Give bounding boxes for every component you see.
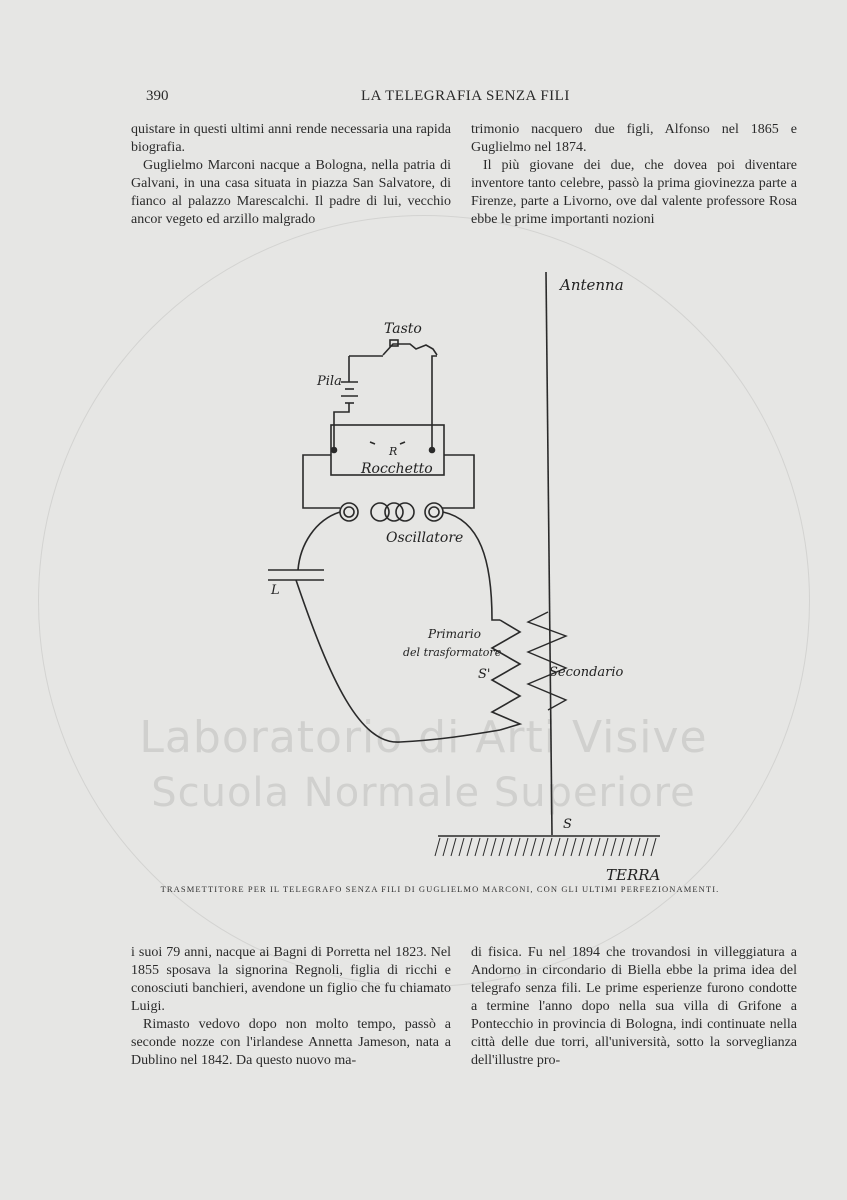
label-pila: Pila bbox=[317, 374, 342, 389]
label-primario-1: Primario bbox=[428, 627, 481, 641]
wire-capacitor-to-primary bbox=[296, 580, 500, 742]
label-antenna: Antenna bbox=[560, 276, 624, 294]
watermark-line-2: Scuola Normale Superiore bbox=[151, 770, 696, 816]
label-s-prime: S' bbox=[478, 667, 491, 682]
label-s: S bbox=[563, 817, 572, 832]
paragraph: Rimasto vedovo dopo non molto tempo, passò a seconde nozze con l'irlandese Annetta Jameson, nata a Dublino nel 1842. Da questo nuovo ma- bbox=[131, 1017, 451, 1068]
primary-coil bbox=[492, 620, 520, 730]
oscillator-sphere bbox=[396, 503, 414, 521]
label-primario-2: del trasformatore bbox=[403, 646, 502, 659]
label-r: R bbox=[389, 445, 398, 458]
coil-marks bbox=[370, 442, 405, 444]
paragraph: quistare in questi ultimi anni rende necessaria una rapida biografia. bbox=[131, 122, 451, 155]
lead-right bbox=[442, 455, 474, 508]
key-wire-right bbox=[432, 356, 437, 450]
label-rocchetto: Rocchetto bbox=[361, 461, 433, 477]
secondary-coil bbox=[528, 612, 566, 710]
terminal bbox=[430, 448, 435, 453]
oscillator-sphere bbox=[385, 503, 403, 521]
paragraph: i suoi 79 anni, nacque ai Bagni di Porretta nel 1823. Nel 1855 sposava la signorina Regnoli, figlia di ricchi e conosciuti banchieri, avendone un figlio che fu chiamato Luigi. bbox=[131, 945, 451, 1014]
label-l: L bbox=[271, 583, 280, 598]
watermark-line-1: Laboratorio di Arti Visive bbox=[139, 712, 708, 763]
label-oscillatore: Oscillatore bbox=[386, 530, 464, 546]
wire-oscillator-to-primary bbox=[443, 512, 500, 620]
paragraph: Il più giovane dei due, che dovea poi diventare inventore tanto celebre, passò la prima giovinezza parte a Firenze, parte a Livorno, ove dal valente professore Rosa ebbe le prime importanti nozioni bbox=[471, 158, 797, 227]
sphere-inner bbox=[344, 507, 354, 517]
label-secondario: Secondario bbox=[549, 665, 624, 680]
battery-wire-bottom bbox=[334, 403, 349, 450]
oscillator-sphere bbox=[340, 503, 358, 521]
lead-left bbox=[303, 455, 340, 508]
paragraph: trimonio nacquero due figli, Alfonso nel 1865 e Guglielmo nel 1874. bbox=[471, 122, 797, 155]
figure-caption: TRASMETTITORE PER IL TELEGRAFO SENZA FILI DI GUGLIELMO MARCONI, CON GLI ULTIMI PERFEZIONAMENTI. bbox=[160, 884, 720, 894]
sphere-inner bbox=[429, 507, 439, 517]
label-tasto: Tasto bbox=[384, 321, 422, 337]
oscillator-sphere bbox=[425, 503, 443, 521]
earth-hatching bbox=[435, 838, 656, 856]
terminal bbox=[332, 448, 337, 453]
antenna-wire bbox=[546, 272, 552, 835]
oscillator-sphere bbox=[371, 503, 389, 521]
label-terra: TERRA bbox=[606, 866, 661, 884]
paragraph: di fisica. Fu nel 1894 che trovandosi in villeggiatura a Andorno in circondario di Biella ebbe la prima idea del telegrafo senza fili. Le prime esperienze furono condotte a termine l'anno dopo nella sua villa di Grifone a Pontecchio in provincia di Bologna, indi continuate nella città delle due torri, all'università, sotto la sorveglianza dell'illustre pro- bbox=[471, 945, 797, 1068]
paragraph: Guglielmo Marconi nacque a Bologna, nella patria di Galvani, in una casa situata in piazza San Salvatore, di fianco al palazzo Marescalchi. Il padre di lui, vecchio ancor vegeto ed arzillo malgrado bbox=[131, 158, 451, 227]
text-column-bottom-right bbox=[471, 944, 797, 1070]
running-title: LA TELEGRAFIA SENZA FILI bbox=[361, 88, 570, 104]
wire-to-capacitor bbox=[298, 512, 340, 570]
text-column-bottom-left bbox=[131, 944, 451, 1070]
page-number: 390 bbox=[146, 88, 169, 104]
